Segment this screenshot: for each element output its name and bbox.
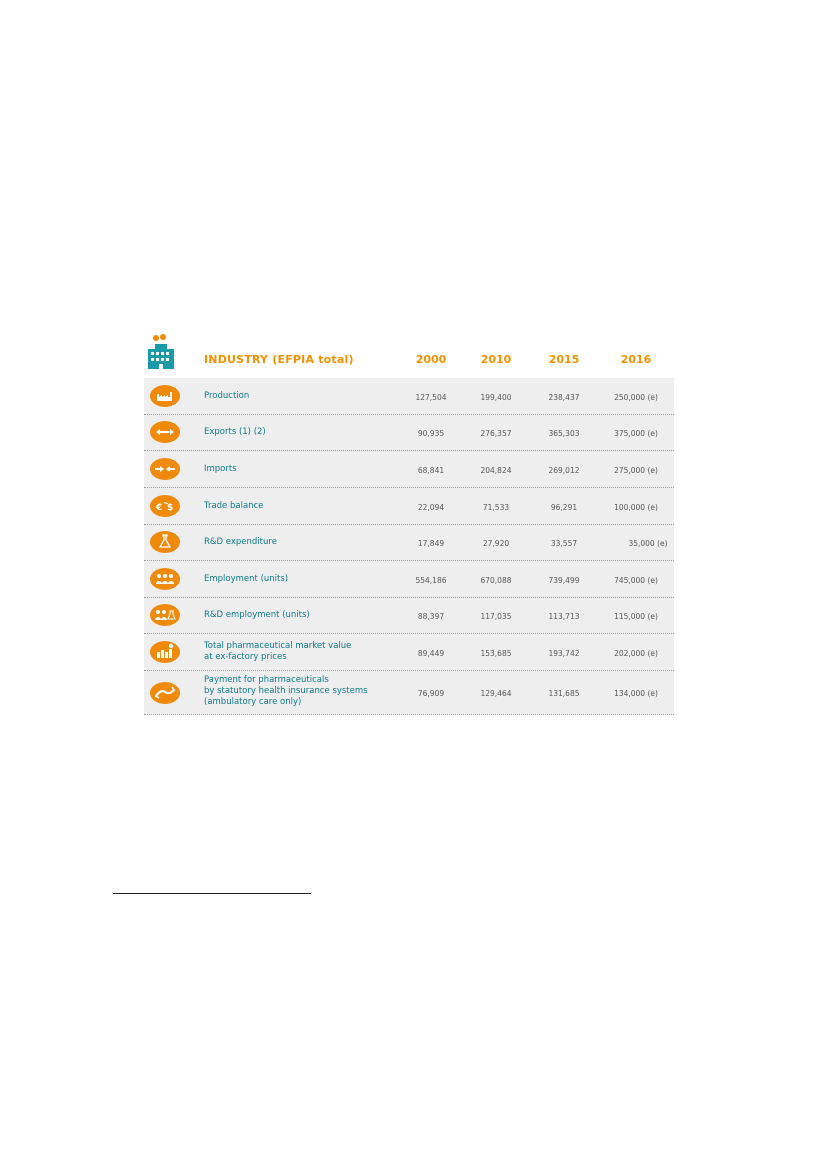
value-2000: 76,909 — [417, 689, 445, 698]
table-header — [144, 330, 674, 376]
value-2010: 129,464 — [480, 689, 512, 698]
row-label: Imports — [204, 464, 237, 474]
row-label: Exports (1) (2) — [204, 427, 266, 437]
year-header-2015: 2015 — [548, 353, 580, 366]
value-2010: 27,920 — [482, 539, 510, 548]
row-label: Production — [204, 391, 250, 401]
value-2010: 71,533 — [482, 503, 510, 512]
value-2010: 153,685 — [480, 649, 512, 658]
svg-text:€: € — [156, 503, 163, 513]
value-2016: 115,000 (e) — [614, 612, 658, 621]
industry-table — [144, 330, 674, 714]
people-flask-icon — [150, 604, 180, 626]
value-2015: 238,437 — [548, 393, 580, 402]
value-2010: 199,400 — [480, 393, 512, 402]
row-label: R&D expenditure — [204, 537, 277, 547]
value-2016: 275,000 (e) — [614, 466, 658, 475]
value-2015: 739,499 — [548, 576, 580, 585]
table-body — [144, 378, 674, 714]
row-label: R&D employment (units) — [204, 610, 310, 620]
flask-icon — [150, 531, 180, 553]
value-2000: 17,849 — [417, 539, 445, 548]
value-2016: 100,000 (e) — [614, 503, 658, 512]
value-2000: 90,935 — [417, 429, 445, 438]
row-label: Employment (units) — [204, 574, 289, 584]
value-2000: 89,449 — [417, 649, 445, 658]
year-header-2000: 2000 — [415, 353, 447, 366]
value-2000: 22,094 — [417, 503, 445, 512]
value-2015: 365,303 — [548, 429, 580, 438]
value-2015: 269,012 — [548, 466, 580, 475]
table-row — [144, 378, 674, 415]
value-2016: 250,000 (e) — [614, 393, 658, 402]
value-2000: 127,504 — [415, 393, 447, 402]
value-2015: 33,557 — [550, 539, 578, 548]
currency-exchange-icon — [150, 495, 180, 517]
table-row — [144, 598, 674, 634]
value-2016: 134,000 (e) — [614, 689, 658, 698]
table-row — [144, 525, 674, 561]
value-2015: 113,713 — [548, 612, 580, 621]
table-row — [144, 415, 674, 451]
value-2010: 117,035 — [480, 612, 512, 621]
value-2015: 131,685 — [548, 689, 580, 698]
building-icon — [146, 332, 176, 370]
table-row — [144, 671, 674, 715]
value-2015: 96,291 — [550, 503, 578, 512]
value-2000: 554,186 — [415, 576, 447, 585]
factory-icon — [150, 385, 180, 407]
value-2010: 276,357 — [480, 429, 512, 438]
value-2000: 88,397 — [417, 612, 445, 621]
table-row — [144, 488, 674, 525]
row-label: Payment for pharmaceuticals by statutory health insurance systems (ambulatory care only) — [204, 675, 368, 707]
value-2000: 68,841 — [417, 466, 445, 475]
svg-text:$: $ — [167, 503, 174, 513]
value-2015: 193,742 — [548, 649, 580, 658]
market-value-icon — [150, 641, 180, 663]
value-2016: 745,000 (e) — [614, 576, 658, 585]
footnote-separator — [113, 893, 311, 894]
value-2016: 375,000 (e) — [614, 429, 658, 438]
table-row — [144, 561, 674, 598]
value-2016: 35,000 (e) — [628, 539, 668, 548]
value-2016: 202,000 (e) — [614, 649, 658, 658]
value-2010: 204,824 — [480, 466, 512, 475]
table-row — [144, 634, 674, 671]
hands-payment-icon — [150, 682, 180, 704]
row-label: Total pharmaceutical market value at ex-factory prices — [204, 641, 352, 662]
year-header-2016: 2016 — [620, 353, 652, 366]
imports-arrows-icon — [150, 458, 180, 480]
table-title: INDUSTRY (EFPIA total) — [204, 353, 354, 366]
year-header-2010: 2010 — [480, 353, 512, 366]
exports-arrows-icon — [150, 421, 180, 443]
people-icon — [150, 568, 180, 590]
row-label: Trade balance — [204, 501, 264, 511]
table-row — [144, 451, 674, 488]
value-2010: 670,088 — [480, 576, 512, 585]
